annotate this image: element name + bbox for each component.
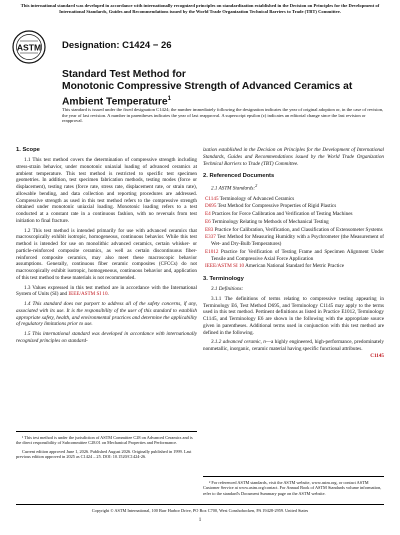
ref-item: D695 Test Method for Compressive Properties of Rigid Plastics (205, 203, 337, 210)
scope-1-1: 1.1 This test method covers the determination of compressive strength including stress-strain behavior, under monotonic uniaxial loading of advanced ceramics at ambient temperature. This test method is restricted to specific test specimen geometries. In addition, test specimen fabrication methods, testing modes (force or displacement), testing rates (force rate, stress rate, displacement rate, or strain rate), allowable bending, and data collection and reporting procedures are addressed. Compressive strength as used in this test method refers to the compressive strength obtained under monotonic uniaxial loading. Monotonic loading refers to a test conducted at a constant rate in a continuous fashion, with no reversals from test initiation to final fracture. (16, 157, 197, 224)
scope-1-5-continued: ization established in the Decision on Principles for the Development of International Standards, Guides and Recommendations issued by the World Trade Organization Technical Barriers to Trade (TBT) Committee. (203, 147, 384, 167)
ref-link[interactable]: E337 (205, 234, 216, 241)
ref-link-si10[interactable]: IEEE/ASTM SI 10 (68, 291, 108, 298)
footnote-1: ¹ This test method is under the jurisdiction of ASTM Committee C28 on Advanced Ceramics and is the direct responsibility of Subcommittee C28.01 on Mechanical Properties and Performance. (16, 435, 193, 446)
ref-link[interactable]: E83 (205, 226, 214, 233)
footnote-2: ² For referenced ASTM standards, visit the ASTM website, www.astm.org, or contact ASTM Customer Service at www.astm.org/contact. For Annual Book of ASTM Standards volume information, refer to the standard's Document Summary page on the ASTM website. (203, 480, 382, 496)
svg-text:ASTM: ASTM (16, 42, 42, 53)
title-line-1: Standard Test Method for (62, 69, 186, 80)
scope-1-5: 1.5 This international standard was developed in accordance with internationally recognized principles on standard- (16, 331, 197, 344)
ref-link[interactable]: C1145 (205, 195, 219, 202)
ref-item: C1145 Terminology of Advanced Ceramics (205, 195, 295, 202)
title-line-3: Ambient Temperature (62, 96, 168, 108)
ref-link[interactable]: IEEE/ASTM SI 10 (205, 263, 245, 270)
ref-link[interactable]: D695 (205, 203, 217, 210)
referenced-documents-list (203, 196, 384, 271)
footnotes-right (203, 476, 384, 496)
section-terminology-heading: 3. Terminology (203, 276, 244, 283)
scope-1-2: 1.2 This test method is intended primarily for use with advanced ceramics that macroscopically exhibit isotropic, homogeneous, continuous behavior. While this test method is intended for use on monolithic advanced ceramics, certain whisker- or particle-reinforced composite ceramics, as well as certain discontinuous fiber-reinforced composite ceramics, may also meet these macroscopic behavior assumptions. Generally, continuous fiber ceramic composites (CFCCs) do not macroscopically exhibit isotropic, homogeneous, continuous behavior and, application of this test method to these materials is not recommended. (16, 227, 197, 281)
astm-standards-subheading: 2.1 ASTM Standards:$^2$ (211, 183, 258, 192)
scope-1-3: 1.3 Values expressed in this test method are in accordance with the International System of Units (SI) and IEEE/ASTM SI 10. (16, 284, 197, 298)
ref-item: IEEE/ASTM SI 10 American National Standard for Metric Practice (205, 263, 345, 270)
document-title (62, 69, 382, 109)
footnotes-left (16, 431, 197, 462)
footnote-edition: Current edition approved June 1, 2026. Published August 2026. Originally published in 1999. Last previous edition approved in 2025 as C1424 – 25. DOI: 10.1520/C1424-26. (16, 448, 192, 459)
definitions-subheading: 3.1 Definitions: (211, 286, 244, 293)
terminology-3-1-2: 3.1.2 advanced ceramic, n—a highly engineered, high-performance, predominately nonmetallic, inorganic, ceramic material having specific functional attributes. C1145 (203, 339, 384, 359)
title-footnote-mark: 1 (167, 96, 172, 103)
designation: Designation: C1424 − 26 (62, 40, 172, 51)
ref-item: E1012 Practice for Verification of Testing Frame and Specimen Alignment Under Tensile and Compressive Axial Force Application (205, 248, 384, 262)
ref-link[interactable]: E6 (205, 218, 211, 225)
ref-item: E4 Practices for Force Calibration and Verification of Testing Machines (205, 211, 353, 218)
ref-link[interactable]: E4 (205, 211, 211, 218)
ref-link-c1145[interactable]: C1145 (370, 352, 384, 359)
ref-item: E6 Terminology Relating to Methods of Mechanical Testing (205, 218, 329, 225)
ref-item: E337 Test Method for Measuring Humidity with a Psychrometer (the Measurement of Wet- and Dry-Bulb Temperatures) (205, 234, 384, 248)
section-scope-heading: 1. Scope (16, 147, 40, 153)
title-line-2: Monotonic Compressive Strength of Advanced Ceramics at (62, 81, 353, 93)
ref-link[interactable]: E1012 (205, 248, 219, 255)
issuance-notice: This standard is issued under the fixed designation C1424; the number immediately following the designation indicates the year of original adoption or, in the case of revision, the year of last revision. A number in parentheses indicates the year of last reapproval. A superscript epsilon (ε) indicates an editorial change since the last revision or reapproval. (62, 107, 384, 123)
terminology-3-1-1: 3.1.1 The definitions of terms relating to compressive testing appearing in Terminology E6, Test Method D695, and Terminology C1145 may apply to the terms used in this test method. Pertinent definitions as listed in Practice E1012, Terminology C1145, and Terminology E6 are shown in the following with the appropriate source given in parentheses. Additional terms used in conjunction with this test method are defined in the following. (203, 295, 384, 336)
standards-banner: This international standard was developed in accordance with internationally recognized principles on standardization established in the Decision on Principles for the Development of International Standards, Guides and Recommendations issued by the World Trade Organization Technical Barriers to Trade (TBT) Committee. (20, 3, 380, 14)
section-referenced-heading: 2. Referenced Documents (203, 173, 275, 180)
page-number: 1 (198, 518, 202, 523)
left-column (16, 147, 197, 348)
scope-1-4: 1.4 This standard does not purport to address all of the safety concerns, if any, associated with its use. It is the responsibility of the user of this standard to establish appropriate safety, health, and environmental practices and determine the applicability of regulatory limitations prior to use. (16, 301, 197, 328)
right-column (203, 147, 384, 360)
ref-item: E83 Practice for Calibration, Verification, and Classification of Extensometer Systems (205, 226, 383, 233)
copyright-line: Copyright © ASTM International, 100 Barr Harbor Drive, PO Box C700, West Conshohocken, PA 19428-2959. United States (16, 504, 384, 513)
astm-logo-icon (12, 30, 46, 64)
